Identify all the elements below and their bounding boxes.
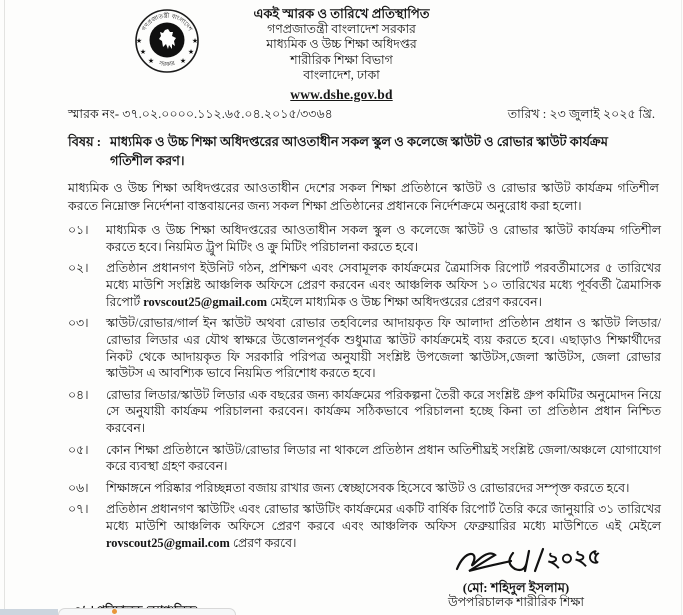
svg-text:★: ★: [135, 37, 143, 45]
list-item: [68, 315, 661, 382]
browser-tab[interactable]: [58, 608, 236, 615]
list-item: [68, 260, 661, 310]
item-number: ০৩।: [68, 315, 89, 330]
favicon-icon: [112, 609, 117, 614]
letterhead: [0, 6, 683, 103]
item-number: ০৭।: [68, 501, 89, 516]
item-number: ০৫।: [68, 442, 89, 457]
handwritten-signature-icon: [451, 541, 641, 581]
signature-year: ২০২৫: [545, 544, 602, 572]
list-item: [68, 480, 661, 497]
item-text: শিক্ষাঙ্গনে পরিষ্কার পরিচ্ছন্নতা বজায় রাখার জন্য স্বেচ্ছাসেবক হিসেবে স্কাউট ও রোভারদের সম্পৃক্ত করতে হবে।: [106, 480, 630, 495]
list-item: [68, 222, 661, 256]
location-line: বাংলাদেশ, ঢাকা: [303, 68, 380, 82]
subject-label: বিষয় :: [68, 135, 102, 149]
email-address: rovscout25@gmail.com: [143, 294, 268, 309]
list-item: [68, 387, 661, 437]
memo-number-line: [68, 106, 333, 126]
date-value: ২৩ জুলাই ২০২৫ খ্রি.: [549, 107, 655, 121]
item-text: প্রতিষ্ঠান প্রধানগণ স্কাউটিং এবং রোভার স্কাউটিং কার্যক্রমের একটি বার্ষিক রিপোর্ট তৈরি করে জানুয়ারি ৩১ তারিখের মধ্যে মাউশি আঞ্চলিক অফিসে প্রেরণ করবে এবং আঞ্চলিক অফিস ফেব্রুয়ারির মধ্যে মাউশিতে এই মেইলে rovscout25@gmail.com প্রেরণ করবে।: [106, 501, 661, 550]
item-text: প্রতিষ্ঠান প্রধানগণ ইউনিট গঠন, প্রশিক্ষণ এবং সেবামূলক কার্যক্রমের ত্রৈমাসিক রিপোর্ট পরবর্তীমাসের ৫ তারিখের মধ্যে মাউশি সংশ্লিষ্ট আঞ্চলিক অফিসে প্রেরণ করবেন এবং আঞ্চলিক অফিস ১০ তারিখের মধ্যে পূর্ববর্তী ত্রৈমাসিক রিপোর্ট rovscout25@gmail.com মেইলে মাধ্যমিক ও উচ্চ শিক্ষা অধিদপ্তরের প্রেরণ করবেন।: [106, 261, 661, 309]
subject-line: [68, 133, 653, 171]
browser-tabbar-sliver: [0, 608, 236, 615]
directive-list: [68, 222, 661, 556]
subject-text: মাধ্যমিক ও উচ্চ শিক্ষা অধিদপ্তরের আওতাধীন সকল স্কুল ও কলেজে স্কাউট ও রোভার স্কাউট কার্যক্রম গতিশীল করণ।: [110, 135, 608, 168]
memo-row: [68, 106, 655, 126]
svg-text:★: ★: [147, 57, 155, 65]
seal-top-text: গণপ্রজাতন্ত্রী বাংলাদেশ: [140, 12, 194, 33]
signatory-name: (মো: শহিদুল ইসলাম): [462, 580, 570, 595]
svg-text:★: ★: [179, 57, 187, 65]
item-number: ০৪।: [68, 387, 89, 402]
tabbar-strip: [0, 609, 58, 615]
intro-paragraph: মাধ্যমিক ও উচ্চ শিক্ষা অধিদপ্তরের আওতাধীন দেশের সকল শিক্ষা প্রতিষ্ঠানে স্কাউট ও রোভার স্কাউট কার্যক্রম গতিশীল করতে নিম্নোক্ত নির্দেশনা বাস্তবায়নের জন্য সকল শিক্ষা প্রতিষ্ঠানের প্রধানকে নির্দেশক্রমে অনুরোধ করা হলো।: [68, 181, 659, 213]
item-number: ০২।: [68, 261, 89, 276]
website-url: www.dshe.gov.bd: [290, 86, 393, 102]
signature-block: [391, 541, 641, 609]
seal-bottom-text: সরকার: [158, 59, 176, 69]
memo-number-label: স্মারক নং-: [68, 107, 120, 121]
signatory-title: উপপরিচালক শারীরিক শিক্ষা: [447, 595, 585, 609]
item-text: রোভার লিডার/স্কাউট লিডার এক বছরের জন্য কার্যক্রমের পরিকল্পনা তৈরী করে সংশ্লিষ্ট গ্রুপ কমিটির অনুমোদন নিয়ে সে অনুযায়ী কার্যক্রম পরিচালনা করবেন। কার্যক্রম সঠিকভাবে পরিচালনা হচ্ছে কিনা তা প্রতিষ্ঠান প্রধান নিশ্চিত করবেন।: [106, 387, 661, 436]
replaced-note: একই স্মারক ও তারিখে প্রতিস্থাপিত: [253, 6, 430, 21]
item-text: কোন শিক্ষা প্রতিষ্ঠানে স্কাউট/রোভার লিডার না থাকলে প্রতিষ্ঠান প্রধান অতিশীঘ্রই সংশ্লিষ্ট জেলা/অঞ্চলে যোগাযোগ করে ব্যবস্থা গ্রহণ করবেন।: [106, 442, 661, 474]
item-number: ০৬।: [68, 480, 89, 495]
item-number: ০১।: [68, 223, 89, 237]
list-item: [68, 442, 661, 476]
email-address: rovscout25@gmail.com: [106, 535, 230, 550]
division-name: শারীরিক শিক্ষা বিভাগ: [290, 52, 393, 67]
svg-text:★: ★: [139, 48, 147, 56]
government-name: গণপ্রজাতন্ত্রী বাংলাদেশ সরকার: [267, 21, 416, 36]
directorate-name: মাধ্যমিক ও উচ্চ শিক্ষা অধিদপ্তর: [266, 37, 417, 51]
svg-text:★: ★: [191, 37, 199, 45]
item-text: মাধ্যমিক ও উচ্চ শিক্ষা অধিদপ্তরের আওতাধীন সকল স্কুল ও কলেজে স্কাউট ও রোভার স্কাউট কার্যক্রম গতিশীল করতে হবে। নিয়মিত ট্রুপ মিটিং ও ক্রু মিটিং পরিচালনা করতে হবে।: [106, 223, 661, 254]
memo-number: ৩৭.০২.০০০০.১১২.৬৫.০৪.২০১৫/৩৩৬৪: [122, 107, 333, 121]
date-line: [508, 106, 655, 126]
svg-text:★: ★: [187, 48, 195, 56]
date-label: তারিখ :: [507, 107, 547, 121]
item-text: স্কাউট/রোভার/গার্ল ইন স্কাউট অথবা রোভার তহবিলের আদায়কৃত ফি আলাদা প্রতিষ্ঠান প্রধান ও স্কাউট লিডার/রোভার লিডার এর যৌথ স্বাক্ষরে উত্তোলনপূর্বক শুধুমাত্র স্কাউট কার্যক্রমেই ব্যয় করতে হবে। এছাড়াও শিক্ষার্থীদের নিকট থেকে আদায়কৃত ফি সরকারি পরিপত্র অনুযায়ী সংশ্লিষ্ট উপজেলা স্কাউটস,জেলা স্কাউটস, জেলা রোভার স্কাউটস এ আবশ্যিক ভাবে নিয়মিত পরিশোধ করতে হবে।: [106, 315, 661, 381]
